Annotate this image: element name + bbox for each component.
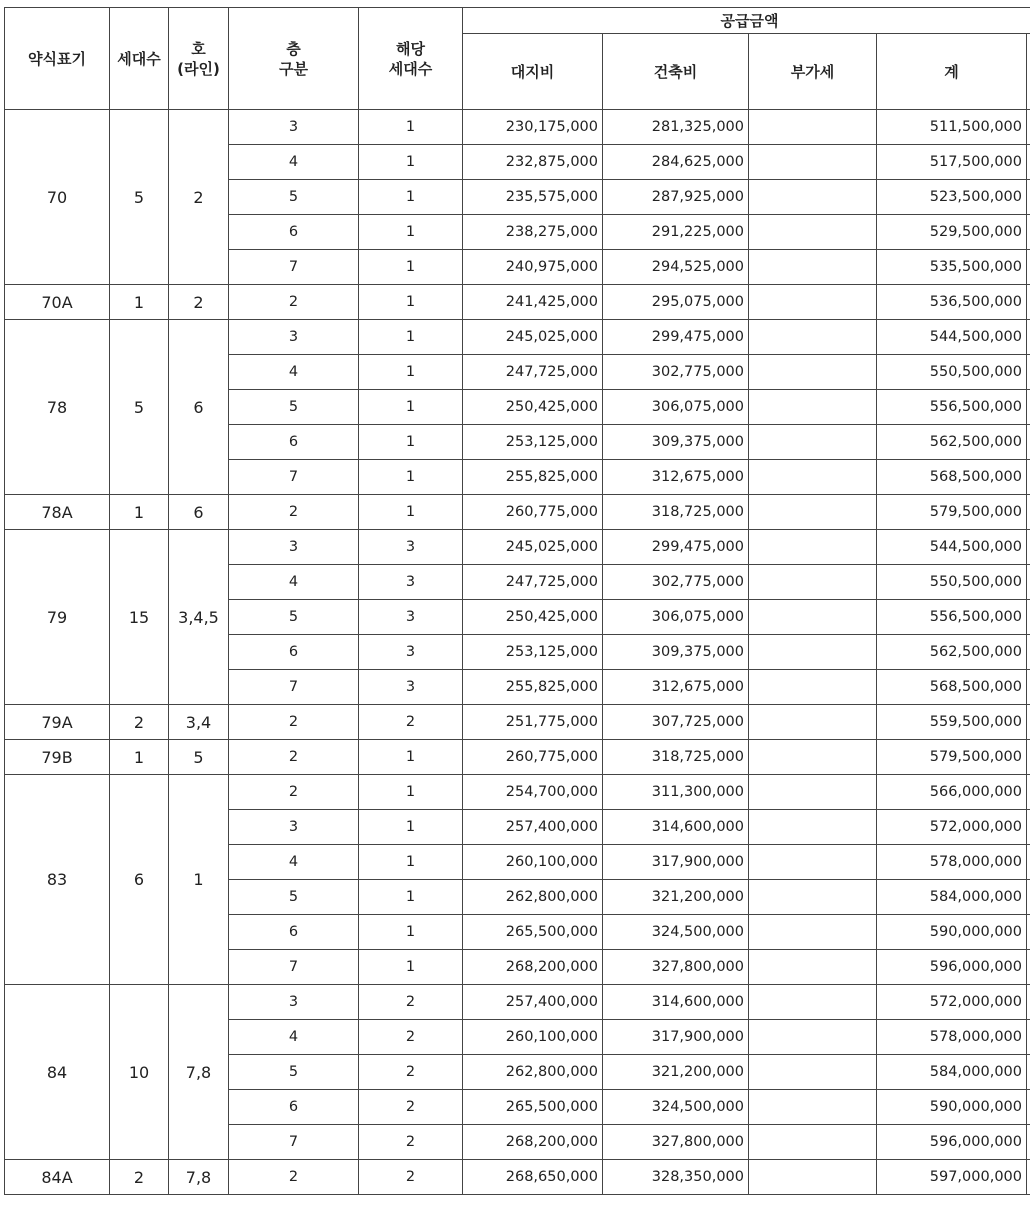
cell-households: 1 [359,740,463,775]
cell-households: 2 [359,985,463,1020]
cell-cut [1027,670,1030,705]
cell-floor: 7 [229,460,359,495]
cell-building-cost: 306,075,000 [603,390,749,425]
cell-vat [749,530,877,565]
cell-total: 529,500,000 [877,215,1027,250]
cell-land-cost: 247,725,000 [463,355,603,390]
cell-cut [1027,110,1030,145]
cell-households: 1 [359,880,463,915]
cell-cut [1027,740,1030,775]
cell-land-cost: 268,650,000 [463,1160,603,1195]
cell-households: 1 [359,390,463,425]
header-cut-cell [1027,34,1030,110]
cell-floor: 2 [229,705,359,740]
cell-vat [749,180,877,215]
cell-households: 1 [359,355,463,390]
table-row [5,740,1030,775]
cell-floor: 3 [229,530,359,565]
cell-building-cost: 302,775,000 [603,355,749,390]
cell-building-cost: 311,300,000 [603,775,749,810]
cell-type: 79B [5,740,110,775]
cell-households: 1 [359,145,463,180]
cell-floor: 5 [229,600,359,635]
cell-floor: 5 [229,1055,359,1090]
cell-line: 5 [169,740,229,775]
cell-building-cost: 302,775,000 [603,565,749,600]
header-total: 계 [877,34,1027,110]
cell-households: 2 [359,1020,463,1055]
cell-households: 1 [359,320,463,355]
cell-vat [749,600,877,635]
table-row [5,110,1030,145]
cell-line: 1 [169,775,229,985]
cell-cut [1027,495,1030,530]
cell-floor: 7 [229,670,359,705]
cell-vat [749,880,877,915]
cell-cut [1027,950,1030,985]
cell-floor: 2 [229,495,359,530]
cell-land-cost: 268,200,000 [463,950,603,985]
cell-building-cost: 307,725,000 [603,705,749,740]
cell-cut [1027,1160,1030,1195]
cell-total: 562,500,000 [877,425,1027,460]
cell-building-cost: 314,600,000 [603,810,749,845]
cell-total: 550,500,000 [877,355,1027,390]
cell-total: 556,500,000 [877,600,1027,635]
cell-building-cost: 314,600,000 [603,985,749,1020]
table-header [5,8,1030,110]
cell-households: 3 [359,530,463,565]
cell-units: 2 [110,1160,169,1195]
cell-building-cost: 309,375,000 [603,425,749,460]
cell-vat [749,705,877,740]
cell-building-cost: 299,475,000 [603,530,749,565]
header-line-bottom: (라인) [177,59,220,78]
cell-vat [749,390,877,425]
cell-land-cost: 262,800,000 [463,880,603,915]
cell-units: 5 [110,110,169,285]
cell-cut [1027,1090,1030,1125]
cell-floor: 3 [229,810,359,845]
cell-floor: 2 [229,775,359,810]
cell-type: 84 [5,985,110,1160]
cell-total: 556,500,000 [877,390,1027,425]
table-row [5,320,1030,355]
cell-vat [749,250,877,285]
cell-cut [1027,460,1030,495]
cell-vat [749,670,877,705]
cell-floor: 4 [229,1020,359,1055]
cell-building-cost: 312,675,000 [603,460,749,495]
cell-type: 78 [5,320,110,495]
cell-vat [749,495,877,530]
cell-households: 1 [359,110,463,145]
cell-floor: 4 [229,145,359,180]
cell-households: 1 [359,950,463,985]
cell-land-cost: 250,425,000 [463,390,603,425]
cell-units: 6 [110,775,169,985]
cell-floor: 7 [229,1125,359,1160]
table-row [5,985,1030,1020]
cell-vat [749,1020,877,1055]
cell-vat [749,915,877,950]
cell-land-cost: 241,425,000 [463,285,603,320]
cell-total: 511,500,000 [877,110,1027,145]
cell-vat [749,215,877,250]
cell-building-cost: 284,625,000 [603,145,749,180]
cell-line: 7,8 [169,1160,229,1195]
cell-cut [1027,810,1030,845]
header-building-cost: 건축비 [603,34,749,110]
cell-cut [1027,145,1030,180]
cell-land-cost: 255,825,000 [463,670,603,705]
cell-building-cost: 317,900,000 [603,845,749,880]
cell-cut [1027,565,1030,600]
cell-land-cost: 240,975,000 [463,250,603,285]
cell-floor: 6 [229,1090,359,1125]
cell-building-cost: 291,225,000 [603,215,749,250]
cell-land-cost: 257,400,000 [463,810,603,845]
cell-units: 10 [110,985,169,1160]
cell-vat [749,810,877,845]
header-floor-top: 층 [286,39,301,58]
cell-cut [1027,1020,1030,1055]
cell-vat [749,950,877,985]
cell-building-cost: 309,375,000 [603,635,749,670]
cell-type: 83 [5,775,110,985]
cell-cut [1027,180,1030,215]
cell-households: 1 [359,425,463,460]
cell-vat [749,285,877,320]
cell-households: 1 [359,915,463,950]
cell-households: 3 [359,600,463,635]
cell-units: 1 [110,285,169,320]
cell-total: 566,000,000 [877,775,1027,810]
cell-vat [749,355,877,390]
cell-building-cost: 306,075,000 [603,600,749,635]
cell-units: 1 [110,495,169,530]
cell-land-cost: 253,125,000 [463,635,603,670]
cell-vat [749,145,877,180]
cell-building-cost: 318,725,000 [603,740,749,775]
cell-total: 584,000,000 [877,880,1027,915]
header-households-top: 해당 [396,39,425,58]
cell-total: 559,500,000 [877,705,1027,740]
cell-land-cost: 268,200,000 [463,1125,603,1160]
cell-cut [1027,775,1030,810]
cell-households: 3 [359,635,463,670]
cell-building-cost: 294,525,000 [603,250,749,285]
cell-land-cost: 255,825,000 [463,460,603,495]
cell-type: 78A [5,495,110,530]
cell-floor: 7 [229,250,359,285]
cell-floor: 2 [229,1160,359,1195]
cell-land-cost: 247,725,000 [463,565,603,600]
cell-vat [749,425,877,460]
cell-type: 79 [5,530,110,705]
cell-building-cost: 312,675,000 [603,670,749,705]
cell-cut [1027,600,1030,635]
cell-land-cost: 262,800,000 [463,1055,603,1090]
header-households-bottom: 세대수 [388,59,433,78]
cell-building-cost: 324,500,000 [603,915,749,950]
cell-total: 562,500,000 [877,635,1027,670]
cell-vat [749,845,877,880]
cell-line: 2 [169,285,229,320]
cell-cut [1027,530,1030,565]
cell-floor: 5 [229,390,359,425]
cell-households: 1 [359,845,463,880]
cell-land-cost: 260,100,000 [463,1020,603,1055]
cell-cut [1027,1125,1030,1160]
cell-total: 578,000,000 [877,1020,1027,1055]
cell-land-cost: 260,775,000 [463,740,603,775]
cell-vat [749,1125,877,1160]
cell-cut [1027,705,1030,740]
cell-floor: 6 [229,915,359,950]
cell-cut [1027,250,1030,285]
cell-land-cost: 245,025,000 [463,320,603,355]
cell-building-cost: 287,925,000 [603,180,749,215]
cell-total: 590,000,000 [877,915,1027,950]
cell-type: 70 [5,110,110,285]
cell-floor: 7 [229,950,359,985]
cell-units: 5 [110,320,169,495]
cell-cut [1027,215,1030,250]
table-body [5,110,1030,1195]
cell-total: 579,500,000 [877,495,1027,530]
cell-land-cost: 265,500,000 [463,1090,603,1125]
cell-floor: 5 [229,880,359,915]
cell-building-cost: 327,800,000 [603,950,749,985]
cell-land-cost: 253,125,000 [463,425,603,460]
cell-households: 2 [359,1090,463,1125]
header-floor-bottom: 구분 [279,59,308,78]
cell-floor: 6 [229,215,359,250]
table-row [5,495,1030,530]
cell-total: 517,500,000 [877,145,1027,180]
table-row [5,1160,1030,1195]
header-line [169,8,229,110]
cell-total: 536,500,000 [877,285,1027,320]
header-households [359,8,463,110]
supply-price-table [4,7,1030,1195]
cell-building-cost: 324,500,000 [603,1090,749,1125]
cell-vat [749,1160,877,1195]
cell-line: 3,4 [169,705,229,740]
cell-floor: 4 [229,565,359,600]
cell-building-cost: 299,475,000 [603,320,749,355]
cell-type: 79A [5,705,110,740]
cell-land-cost: 232,875,000 [463,145,603,180]
cell-floor: 6 [229,425,359,460]
cell-total: 544,500,000 [877,530,1027,565]
cell-land-cost: 230,175,000 [463,110,603,145]
cell-land-cost: 251,775,000 [463,705,603,740]
cell-floor: 5 [229,180,359,215]
cell-floor: 6 [229,635,359,670]
cell-land-cost: 245,025,000 [463,530,603,565]
cell-land-cost: 260,775,000 [463,495,603,530]
cell-vat [749,985,877,1020]
cell-building-cost: 317,900,000 [603,1020,749,1055]
header-supply-amount: 공급금액 [463,8,1030,34]
cell-line: 3,4,5 [169,530,229,705]
cell-cut [1027,355,1030,390]
cell-cut [1027,320,1030,355]
header-floor [229,8,359,110]
cell-cut [1027,845,1030,880]
cell-total: 550,500,000 [877,565,1027,600]
cell-total: 578,000,000 [877,845,1027,880]
cell-households: 2 [359,1125,463,1160]
cell-households: 1 [359,460,463,495]
cell-land-cost: 235,575,000 [463,180,603,215]
cell-vat [749,775,877,810]
cell-vat [749,1090,877,1125]
cell-households: 1 [359,250,463,285]
cell-households: 1 [359,215,463,250]
table-row [5,530,1030,565]
cell-line: 6 [169,495,229,530]
cell-land-cost: 265,500,000 [463,915,603,950]
cell-households: 1 [359,775,463,810]
price-table-container [4,7,1030,1195]
cell-total: 579,500,000 [877,740,1027,775]
cell-total: 590,000,000 [877,1090,1027,1125]
cell-vat [749,110,877,145]
cell-households: 2 [359,1160,463,1195]
cell-vat [749,635,877,670]
cell-households: 2 [359,1055,463,1090]
cell-floor: 2 [229,285,359,320]
header-type: 약식표기 [5,8,110,110]
cell-units: 2 [110,705,169,740]
header-land-cost: 대지비 [463,34,603,110]
cell-line: 2 [169,110,229,285]
table-row [5,775,1030,810]
cell-total: 584,000,000 [877,1055,1027,1090]
cell-cut [1027,425,1030,460]
cell-total: 597,000,000 [877,1160,1027,1195]
cell-units: 15 [110,530,169,705]
cell-floor: 4 [229,355,359,390]
cell-households: 1 [359,180,463,215]
cell-cut [1027,880,1030,915]
cell-land-cost: 238,275,000 [463,215,603,250]
cell-building-cost: 281,325,000 [603,110,749,145]
cell-line: 7,8 [169,985,229,1160]
cell-land-cost: 254,700,000 [463,775,603,810]
cell-total: 572,000,000 [877,810,1027,845]
cell-type: 84A [5,1160,110,1195]
cell-floor: 3 [229,110,359,145]
cell-households: 3 [359,565,463,600]
cell-total: 596,000,000 [877,1125,1027,1160]
cell-land-cost: 260,100,000 [463,845,603,880]
cell-vat [749,740,877,775]
cell-vat [749,460,877,495]
cell-land-cost: 257,400,000 [463,985,603,1020]
cell-floor: 2 [229,740,359,775]
cell-total: 523,500,000 [877,180,1027,215]
table-row [5,705,1030,740]
cell-building-cost: 295,075,000 [603,285,749,320]
cell-cut [1027,1055,1030,1090]
cell-households: 2 [359,705,463,740]
cell-building-cost: 321,200,000 [603,880,749,915]
cell-total: 535,500,000 [877,250,1027,285]
cell-building-cost: 321,200,000 [603,1055,749,1090]
cell-cut [1027,985,1030,1020]
cell-line: 6 [169,320,229,495]
cell-total: 572,000,000 [877,985,1027,1020]
cell-building-cost: 328,350,000 [603,1160,749,1195]
cell-type: 70A [5,285,110,320]
cell-floor: 4 [229,845,359,880]
cell-cut [1027,915,1030,950]
cell-cut [1027,390,1030,425]
cell-households: 1 [359,495,463,530]
header-line-top: 호 [191,39,206,58]
cell-total: 544,500,000 [877,320,1027,355]
cell-vat [749,565,877,600]
header-vat: 부가세 [749,34,877,110]
cell-vat [749,1055,877,1090]
cell-households: 3 [359,670,463,705]
cell-land-cost: 250,425,000 [463,600,603,635]
cell-vat [749,320,877,355]
header-units: 세대수 [110,8,169,110]
cell-cut [1027,285,1030,320]
cell-building-cost: 318,725,000 [603,495,749,530]
cell-total: 568,500,000 [877,670,1027,705]
table-row [5,285,1030,320]
cell-floor: 3 [229,320,359,355]
cell-building-cost: 327,800,000 [603,1125,749,1160]
cell-households: 1 [359,810,463,845]
cell-units: 1 [110,740,169,775]
cell-households: 1 [359,285,463,320]
cell-floor: 3 [229,985,359,1020]
cell-total: 596,000,000 [877,950,1027,985]
cell-total: 568,500,000 [877,460,1027,495]
cell-cut [1027,635,1030,670]
